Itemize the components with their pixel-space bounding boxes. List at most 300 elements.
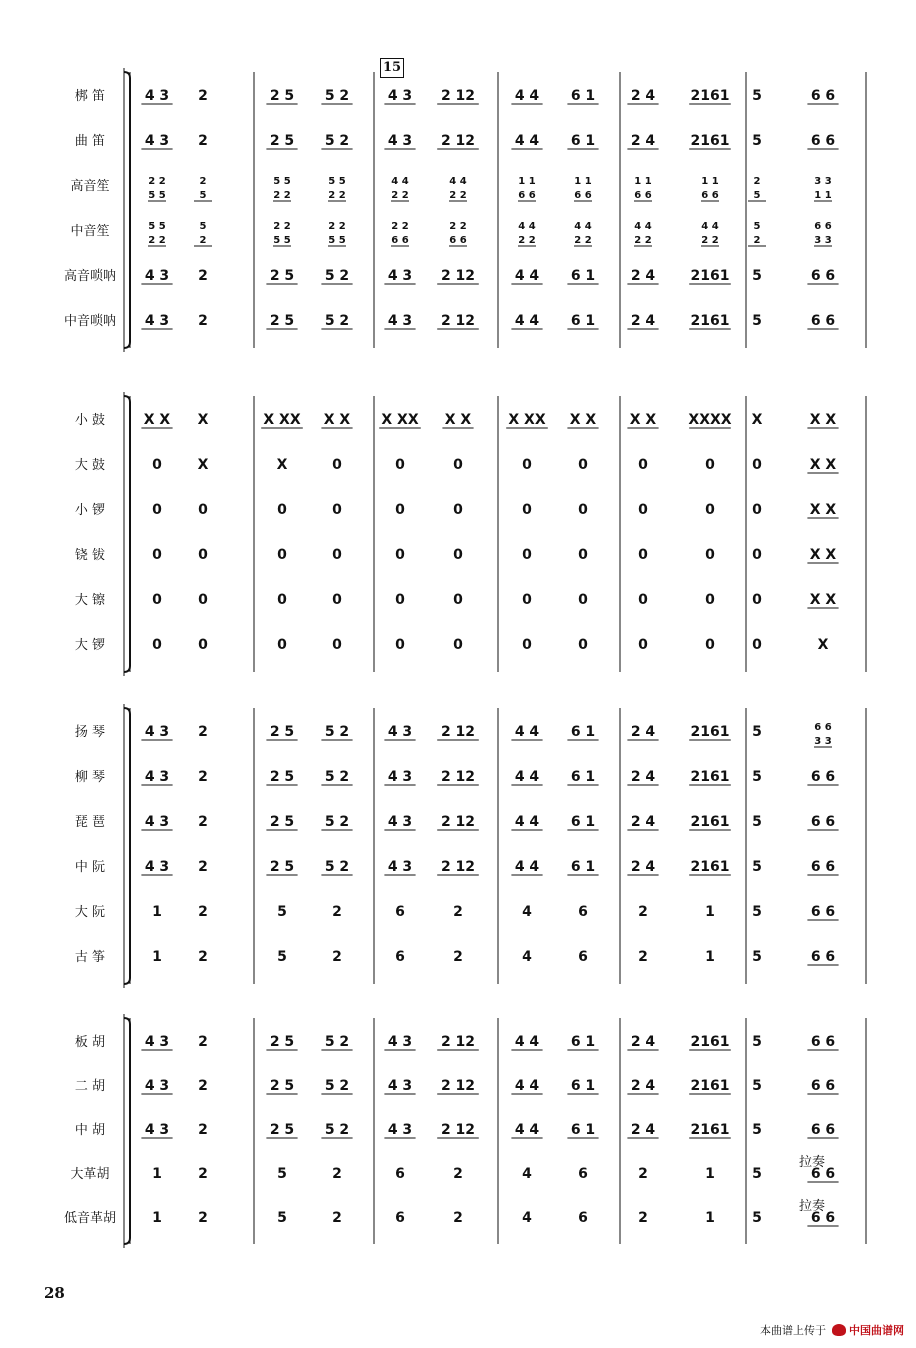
upload-text: 本曲谱上传于 bbox=[760, 1324, 826, 1337]
chord-note-upper: 5 bbox=[199, 221, 207, 232]
instrument-name: 扬 琴 bbox=[74, 725, 106, 740]
note-cell: 0 bbox=[578, 547, 588, 563]
note-cell: 5 bbox=[752, 133, 762, 149]
site-name: 中国曲谱网 bbox=[849, 1324, 904, 1337]
note-cell: 6 6 bbox=[810, 904, 836, 920]
note-cell: 2161 bbox=[690, 769, 730, 785]
chord-note-upper: 1 1 bbox=[701, 176, 719, 187]
note-cell: 0 bbox=[198, 502, 208, 518]
chord-note-lower: 3 3 bbox=[814, 235, 832, 246]
instrument-name: 大 锣 bbox=[74, 638, 106, 653]
instrument-name: 低音革胡 bbox=[63, 1211, 117, 1226]
note-cell: 4 3 bbox=[387, 1034, 413, 1050]
note-cell: 2 4 bbox=[630, 814, 656, 830]
note-cell: 0 bbox=[198, 637, 208, 653]
note-cell: 0 bbox=[638, 502, 648, 518]
note-cell: 6 bbox=[578, 904, 588, 920]
note-cell: 2161 bbox=[690, 1034, 730, 1050]
instrument-name: 中音唢呐 bbox=[63, 314, 117, 329]
chord-note-upper: 4 4 bbox=[701, 221, 719, 232]
note-cell: 4 3 bbox=[144, 313, 170, 329]
note-cell: 6 1 bbox=[570, 1078, 596, 1094]
instrument-name: 中音笙 bbox=[70, 224, 110, 239]
note-cell: 2 bbox=[638, 904, 648, 920]
note-cell: 0 bbox=[152, 592, 162, 608]
note-cell: 6 6 bbox=[810, 1078, 836, 1094]
note-cell: 2 12 bbox=[440, 268, 476, 284]
note-cell: 6 1 bbox=[570, 133, 596, 149]
note-cell: 2 bbox=[332, 949, 342, 965]
note-cell: 6 bbox=[578, 1166, 588, 1182]
chord-note-upper: 1 1 bbox=[634, 176, 652, 187]
note-cell: XXXX bbox=[688, 412, 732, 428]
note-cell: 2 12 bbox=[440, 313, 476, 329]
note-cell: 5 2 bbox=[324, 1078, 350, 1094]
note-cell: 0 bbox=[453, 502, 463, 518]
note-cell: 2 bbox=[198, 814, 208, 830]
note-cell: 6 6 bbox=[810, 313, 836, 329]
note-cell: 4 3 bbox=[387, 1078, 413, 1094]
note-cell: 2 12 bbox=[440, 724, 476, 740]
note-cell: X X bbox=[323, 412, 351, 428]
note-cell: 4 3 bbox=[144, 88, 170, 104]
note-cell: X X bbox=[809, 547, 837, 563]
instrument-name: 古 筝 bbox=[74, 950, 106, 965]
note-cell: X XX bbox=[263, 412, 301, 428]
note-cell: 5 bbox=[277, 949, 287, 965]
site-logo-icon bbox=[832, 1324, 846, 1336]
note-cell: 2 12 bbox=[440, 1034, 476, 1050]
note-cell: 6 bbox=[395, 904, 405, 920]
note-cell: X bbox=[197, 412, 209, 428]
note-cell: 6 6 bbox=[810, 88, 836, 104]
note-cell: 1 bbox=[705, 1166, 715, 1182]
note-cell: 2 bbox=[198, 1166, 208, 1182]
note-cell: 5 bbox=[752, 904, 762, 920]
note-cell: 2 4 bbox=[630, 1122, 656, 1138]
system-bracket bbox=[124, 1018, 130, 1244]
note-cell: 0 bbox=[152, 502, 162, 518]
chord-note-lower: 2 bbox=[199, 235, 207, 246]
note-cell: 5 2 bbox=[324, 859, 350, 875]
note-cell: 5 bbox=[752, 1210, 762, 1226]
note-cell: 2 12 bbox=[440, 769, 476, 785]
note-cell: 0 bbox=[578, 592, 588, 608]
note-cell: 6 6 bbox=[810, 1210, 836, 1226]
note-cell: 2 4 bbox=[630, 1078, 656, 1094]
note-cell: 4 4 bbox=[514, 1078, 540, 1094]
note-cell: 2 4 bbox=[630, 1034, 656, 1050]
note-cell: 2 12 bbox=[440, 814, 476, 830]
note-cell: 2 4 bbox=[630, 769, 656, 785]
note-cell: 2 5 bbox=[269, 769, 295, 785]
note-cell: 0 bbox=[395, 547, 405, 563]
note-cell: X X bbox=[569, 412, 597, 428]
note-cell: 0 bbox=[277, 547, 287, 563]
note-cell: 2161 bbox=[690, 1122, 730, 1138]
chord-note-lower: 5 bbox=[199, 190, 207, 201]
note-cell: 0 bbox=[752, 592, 762, 608]
arco-annotation: 拉奏 bbox=[798, 1199, 826, 1214]
note-cell: 6 bbox=[395, 1166, 405, 1182]
instrument-name: 柳 琴 bbox=[74, 770, 106, 785]
instrument-name: 板 胡 bbox=[74, 1035, 106, 1050]
instrument-name: 琵 琶 bbox=[74, 815, 106, 830]
note-cell: 6 6 bbox=[810, 949, 836, 965]
note-cell: 2 4 bbox=[630, 724, 656, 740]
chord-note-upper: 2 2 bbox=[328, 221, 346, 232]
note-cell: 0 bbox=[752, 637, 762, 653]
note-cell: 4 4 bbox=[514, 1122, 540, 1138]
note-cell: 2161 bbox=[690, 724, 730, 740]
note-cell: 5 bbox=[277, 904, 287, 920]
note-cell: 0 bbox=[705, 592, 715, 608]
note-cell: 5 2 bbox=[324, 88, 350, 104]
note-cell: X X bbox=[629, 412, 657, 428]
note-cell: 0 bbox=[522, 457, 532, 473]
note-cell: 2 bbox=[198, 1210, 208, 1226]
note-cell: 6 6 bbox=[810, 268, 836, 284]
chord-note-lower: 5 5 bbox=[328, 235, 346, 246]
note-cell: 0 bbox=[277, 502, 287, 518]
chord-note-lower: 2 2 bbox=[449, 190, 467, 201]
chord-note-upper: 5 bbox=[753, 221, 761, 232]
note-cell: 5 2 bbox=[324, 1034, 350, 1050]
chord-note-lower: 5 5 bbox=[273, 235, 291, 246]
note-cell: 0 bbox=[522, 592, 532, 608]
note-cell: 0 bbox=[395, 637, 405, 653]
instrument-name: 高音唢呐 bbox=[63, 269, 117, 284]
note-cell: 4 4 bbox=[514, 313, 540, 329]
note-cell: 2 bbox=[453, 1166, 463, 1182]
note-cell: 2 bbox=[198, 268, 208, 284]
note-cell: 2 4 bbox=[630, 88, 656, 104]
note-cell: 0 bbox=[752, 547, 762, 563]
note-cell: 5 bbox=[752, 859, 762, 875]
note-cell: 2 bbox=[198, 88, 208, 104]
chord-note-lower: 5 5 bbox=[148, 190, 166, 201]
note-cell: 2 bbox=[198, 859, 208, 875]
chord-note-upper: 4 4 bbox=[449, 176, 467, 187]
note-cell: 4 4 bbox=[514, 1034, 540, 1050]
note-cell: 5 bbox=[752, 1078, 762, 1094]
note-cell: X bbox=[817, 637, 829, 653]
note-cell: 2 bbox=[638, 949, 648, 965]
note-cell: 0 bbox=[152, 457, 162, 473]
note-cell: 5 bbox=[752, 1166, 762, 1182]
note-cell: X XX bbox=[381, 412, 419, 428]
instrument-name: 小 鼓 bbox=[74, 413, 106, 428]
note-cell: 0 bbox=[752, 502, 762, 518]
chord-note-lower: 2 2 bbox=[273, 190, 291, 201]
note-cell: 0 bbox=[705, 637, 715, 653]
system-bracket bbox=[124, 72, 130, 348]
note-cell: 2161 bbox=[690, 133, 730, 149]
note-cell: 0 bbox=[705, 457, 715, 473]
instrument-name: 曲 笛 bbox=[74, 134, 106, 149]
note-cell: X XX bbox=[508, 412, 546, 428]
note-cell: 4 3 bbox=[387, 313, 413, 329]
note-cell: 0 bbox=[638, 592, 648, 608]
note-cell: 0 bbox=[152, 637, 162, 653]
instrument-name: 大 鼓 bbox=[74, 458, 106, 473]
chord-note-upper: 2 bbox=[753, 176, 761, 187]
note-cell: 0 bbox=[578, 637, 588, 653]
note-cell: 2 12 bbox=[440, 1122, 476, 1138]
note-cell: 1 bbox=[152, 904, 162, 920]
note-cell: 6 1 bbox=[570, 268, 596, 284]
note-cell: 6 bbox=[578, 949, 588, 965]
note-cell: X bbox=[276, 457, 288, 473]
note-cell: 2 bbox=[638, 1166, 648, 1182]
note-cell: 0 bbox=[752, 457, 762, 473]
note-cell: X X bbox=[143, 412, 171, 428]
note-cell: 2 bbox=[198, 1078, 208, 1094]
note-cell: 0 bbox=[522, 502, 532, 518]
note-cell: 0 bbox=[332, 637, 342, 653]
arco-annotation: 拉奏 bbox=[798, 1155, 826, 1170]
note-cell: 2161 bbox=[690, 1078, 730, 1094]
note-cell: 4 3 bbox=[144, 769, 170, 785]
note-cell: 1 bbox=[705, 1210, 715, 1226]
chord-note-upper: 2 2 bbox=[449, 221, 467, 232]
note-cell: 2 5 bbox=[269, 724, 295, 740]
chord-note-lower: 2 2 bbox=[634, 235, 652, 246]
chord-note-lower: 2 2 bbox=[574, 235, 592, 246]
chord-note-upper: 4 4 bbox=[391, 176, 409, 187]
note-cell: 4 4 bbox=[514, 724, 540, 740]
note-cell: 4 4 bbox=[514, 814, 540, 830]
note-cell: 5 bbox=[277, 1166, 287, 1182]
chord-note-upper: 6 6 bbox=[814, 221, 832, 232]
note-cell: 4 bbox=[522, 1210, 532, 1226]
note-cell: 2 bbox=[198, 1034, 208, 1050]
note-cell: X X bbox=[809, 457, 837, 473]
note-cell: 2 bbox=[453, 1210, 463, 1226]
note-cell: 6 6 bbox=[810, 1166, 836, 1182]
note-cell: 0 bbox=[277, 592, 287, 608]
instrument-name: 二 胡 bbox=[74, 1079, 106, 1094]
instrument-name: 大 阮 bbox=[74, 905, 106, 920]
note-cell: 0 bbox=[705, 547, 715, 563]
note-cell: 5 2 bbox=[324, 133, 350, 149]
note-cell: 0 bbox=[453, 592, 463, 608]
note-cell: 4 4 bbox=[514, 133, 540, 149]
instrument-name: 梆 笛 bbox=[74, 89, 106, 104]
chord-note-lower: 2 2 bbox=[518, 235, 536, 246]
note-cell: 6 6 bbox=[810, 1122, 836, 1138]
note-cell: 2 5 bbox=[269, 133, 295, 149]
chord-note-upper: 4 4 bbox=[574, 221, 592, 232]
note-cell: 6 bbox=[395, 949, 405, 965]
note-cell: 1 bbox=[152, 1166, 162, 1182]
instrument-name: 高音笙 bbox=[70, 179, 110, 194]
note-cell: 2 bbox=[453, 904, 463, 920]
chord-note-lower: 6 6 bbox=[391, 235, 409, 246]
note-cell: 0 bbox=[395, 457, 405, 473]
note-cell: 6 1 bbox=[570, 88, 596, 104]
note-cell: 0 bbox=[638, 547, 648, 563]
note-cell: 2 bbox=[198, 133, 208, 149]
note-cell: X bbox=[197, 457, 209, 473]
note-cell: X X bbox=[444, 412, 472, 428]
note-cell: 6 1 bbox=[570, 769, 596, 785]
note-cell: 0 bbox=[332, 592, 342, 608]
note-cell: 2 bbox=[332, 1166, 342, 1182]
note-cell: 4 3 bbox=[387, 1122, 413, 1138]
instrument-name: 中 胡 bbox=[74, 1123, 106, 1138]
chord-note-upper: 5 5 bbox=[148, 221, 166, 232]
note-cell: 0 bbox=[198, 547, 208, 563]
note-cell: 4 4 bbox=[514, 769, 540, 785]
instrument-name: 中 阮 bbox=[74, 860, 106, 875]
note-cell: 5 2 bbox=[324, 268, 350, 284]
note-cell: 2 12 bbox=[440, 859, 476, 875]
note-cell: 5 bbox=[752, 268, 762, 284]
note-cell: 0 bbox=[522, 637, 532, 653]
note-cell: 4 3 bbox=[144, 268, 170, 284]
note-cell: 5 2 bbox=[324, 313, 350, 329]
note-cell: 2 5 bbox=[269, 1122, 295, 1138]
chord-note-lower: 1 1 bbox=[814, 190, 832, 201]
note-cell: 4 3 bbox=[144, 133, 170, 149]
note-cell: 5 bbox=[277, 1210, 287, 1226]
note-cell: 1 bbox=[705, 949, 715, 965]
chord-note-upper: 2 2 bbox=[273, 221, 291, 232]
system-bracket bbox=[124, 708, 130, 984]
note-cell: 2 5 bbox=[269, 88, 295, 104]
note-cell: 2 5 bbox=[269, 814, 295, 830]
note-cell: 5 bbox=[752, 724, 762, 740]
chord-note-upper: 1 1 bbox=[518, 176, 536, 187]
note-cell: 4 bbox=[522, 1166, 532, 1182]
note-cell: 4 4 bbox=[514, 88, 540, 104]
note-cell: 2161 bbox=[690, 88, 730, 104]
note-cell: 0 bbox=[395, 592, 405, 608]
note-cell: 2 5 bbox=[269, 1034, 295, 1050]
note-cell: 2 5 bbox=[269, 268, 295, 284]
note-cell: 4 3 bbox=[387, 769, 413, 785]
note-cell: 1 bbox=[152, 949, 162, 965]
note-cell: 5 2 bbox=[324, 769, 350, 785]
note-cell: 6 6 bbox=[810, 1034, 836, 1050]
note-cell: 2 bbox=[198, 313, 208, 329]
note-cell: 2 bbox=[332, 904, 342, 920]
note-cell: 5 2 bbox=[324, 724, 350, 740]
rehearsal-mark: 15 bbox=[380, 58, 404, 78]
note-cell: 2161 bbox=[690, 313, 730, 329]
note-cell: 0 bbox=[453, 637, 463, 653]
note-cell: 4 4 bbox=[514, 859, 540, 875]
note-cell: 0 bbox=[395, 502, 405, 518]
note-cell: 6 1 bbox=[570, 1034, 596, 1050]
note-cell: 0 bbox=[638, 457, 648, 473]
note-cell: 2 bbox=[332, 1210, 342, 1226]
note-cell: 4 bbox=[522, 949, 532, 965]
chord-note-lower: 2 2 bbox=[148, 235, 166, 246]
note-cell: 4 3 bbox=[144, 814, 170, 830]
note-cell: 6 6 bbox=[810, 814, 836, 830]
note-cell: 4 3 bbox=[144, 859, 170, 875]
note-cell: 2161 bbox=[690, 268, 730, 284]
chord-note-upper: 2 2 bbox=[148, 176, 166, 187]
page-number: 28 bbox=[44, 1284, 65, 1302]
note-cell: 5 bbox=[752, 1034, 762, 1050]
instrument-name: 铙 钹 bbox=[74, 548, 106, 563]
chord-note-lower: 5 bbox=[753, 190, 761, 201]
note-cell: 5 bbox=[752, 949, 762, 965]
site-logo[interactable] bbox=[832, 1322, 904, 1338]
footer-credit bbox=[760, 1322, 904, 1338]
note-cell: 5 bbox=[752, 814, 762, 830]
note-cell: 2 bbox=[453, 949, 463, 965]
note-cell: 5 bbox=[752, 313, 762, 329]
note-cell: 2 4 bbox=[630, 268, 656, 284]
note-cell: 4 3 bbox=[387, 724, 413, 740]
note-cell: 6 6 bbox=[810, 859, 836, 875]
note-cell: 2 bbox=[638, 1210, 648, 1226]
chord-note-lower: 2 bbox=[753, 235, 761, 246]
note-cell: 0 bbox=[578, 457, 588, 473]
chord-note-lower: 6 6 bbox=[701, 190, 719, 201]
chord-note-lower: 3 3 bbox=[814, 736, 832, 747]
instrument-name: 小 锣 bbox=[74, 503, 106, 518]
chord-note-lower: 6 6 bbox=[634, 190, 652, 201]
note-cell: 0 bbox=[638, 637, 648, 653]
note-cell: 5 2 bbox=[324, 1122, 350, 1138]
note-cell: 4 3 bbox=[144, 1034, 170, 1050]
note-cell: 4 3 bbox=[387, 268, 413, 284]
note-cell: 4 3 bbox=[144, 1078, 170, 1094]
note-cell: 0 bbox=[332, 502, 342, 518]
chord-note-upper: 5 5 bbox=[328, 176, 346, 187]
note-cell: 6 bbox=[578, 1210, 588, 1226]
note-cell: 2 5 bbox=[269, 1078, 295, 1094]
note-cell: 6 1 bbox=[570, 814, 596, 830]
note-cell: 5 bbox=[752, 769, 762, 785]
note-cell: 2 12 bbox=[440, 133, 476, 149]
note-cell: 4 3 bbox=[387, 859, 413, 875]
note-cell: 4 3 bbox=[387, 133, 413, 149]
note-cell: 4 3 bbox=[387, 814, 413, 830]
chord-note-upper: 1 1 bbox=[574, 176, 592, 187]
note-cell: 2161 bbox=[690, 814, 730, 830]
note-cell: 2 bbox=[198, 904, 208, 920]
chord-note-upper: 6 6 bbox=[814, 722, 832, 733]
note-cell: 4 3 bbox=[144, 724, 170, 740]
note-cell: 0 bbox=[332, 457, 342, 473]
chord-note-lower: 6 6 bbox=[518, 190, 536, 201]
note-cell: 2 5 bbox=[269, 313, 295, 329]
chord-note-upper: 4 4 bbox=[634, 221, 652, 232]
note-cell: 4 3 bbox=[144, 1122, 170, 1138]
chord-note-upper: 2 2 bbox=[391, 221, 409, 232]
chord-note-upper: 3 3 bbox=[814, 176, 832, 187]
note-cell: 6 1 bbox=[570, 724, 596, 740]
note-cell: 1 bbox=[152, 1210, 162, 1226]
note-cell: 0 bbox=[705, 502, 715, 518]
note-cell: 0 bbox=[522, 547, 532, 563]
note-cell: 4 bbox=[522, 904, 532, 920]
instrument-name: 大革胡 bbox=[70, 1167, 110, 1182]
note-cell: 2 5 bbox=[269, 859, 295, 875]
note-cell: X bbox=[751, 412, 763, 428]
note-cell: 2 bbox=[198, 949, 208, 965]
chord-note-upper: 2 bbox=[199, 176, 207, 187]
note-cell: 5 bbox=[752, 88, 762, 104]
note-cell: 2 4 bbox=[630, 859, 656, 875]
note-cell: 4 4 bbox=[514, 268, 540, 284]
